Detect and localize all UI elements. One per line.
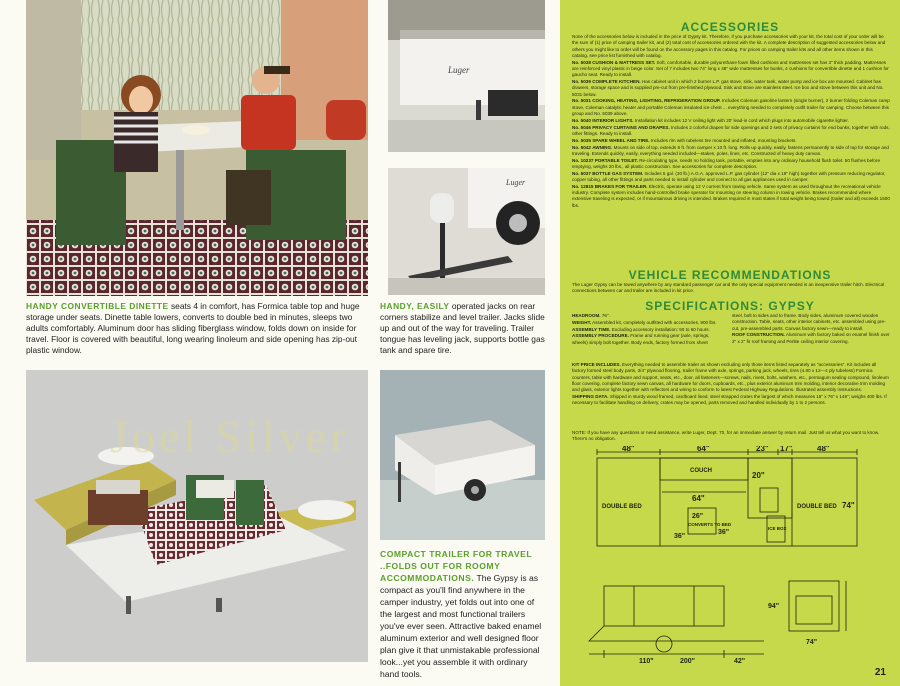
trailer-badge-top: Luger (448, 65, 470, 75)
dinette-illustration (26, 0, 368, 296)
vehicle-title: VEHICLE RECOMMENDATIONS (628, 268, 832, 282)
page-number: 21 (874, 667, 886, 678)
accessory-item: No. 5046 PRIVACY CURTAINS AND DRAPES. Includes 2 colorful drapes for side openings and 2 sets of privacy curtains for end bunks, together with rods, other fittings. Ready to install. (572, 124, 890, 136)
dim-23: 23" (756, 446, 769, 453)
dim-36-left: 36" (674, 533, 686, 540)
accessories-intro: None of the accessories below is included in the price of Gypsy kit. Therefore, if you purchase accessories with your kit, the total cost of your order will be the sum of (1) price of camping trailer kit, and (2) total cost of accessories ordered with the kit. A complete description of suggested accessories below and others you might like to order will be found on the accessory pages in this catalog. For prices on camping trailer kits and all other items shown in this catalog, see price list furnished with catalog. (572, 34, 886, 58)
vehicle-text: The Luger Gypsy can be towed anywhere by any standard passenger car and the only special equipment needed is an inexpensive trailer hitch. Electrical connections between car and trailer are included in kit price. (572, 282, 885, 294)
watermark: Joel Silver (110, 411, 350, 462)
dim-200: 200" (680, 658, 695, 665)
specs-left (572, 313, 724, 346)
converts-label: CONVERTS TO BED (688, 522, 732, 527)
unfolded-trailer-photo (26, 370, 368, 662)
spec-item: ASSEMBLY PROCEDURE. Frame and running gear (axle, springs, wheels) simply bolt together. Body ends, factory formed from sheet (572, 333, 710, 345)
accessories-title: ACCESSORIES (680, 20, 780, 34)
trailer-rear-photo (388, 0, 545, 152)
jacks-caption-body: operated jacks on rear corners stabilize and level trailer. Jacks slide up and out of the way for traveling. Trailer tongue has leveling jack, supports bottle gas tank and spare tire. (380, 301, 545, 355)
specs-full (572, 362, 890, 407)
closed-trailer-illustration (380, 370, 545, 540)
jacks-caption-lead: HANDY, EASILY (380, 301, 450, 311)
trailer-badge-mid: Luger (506, 178, 526, 187)
accessory-item: No. 10237 PORTABLE TOILET. Re-circulating type, needs no holding tank, portable, empties into any ordinary household flush toilet. 50 flushes before emptying, weighs 20 lbs., all plastic construction. See accessories for complete description. (572, 157, 881, 169)
dim-26: 26" (692, 513, 704, 520)
dim-74: 74" (842, 501, 855, 510)
spec-item: HEADROOM. 76". (572, 313, 610, 318)
specs-title: SPECIFICATIONS: GYPSY (645, 299, 815, 313)
jack-photo (388, 168, 545, 295)
dim-48-right: 48" (817, 446, 830, 453)
accessory-item: No. 5042 AWNING. Mounts on side of top, extends 8 ft. from camper x 10 ft. long. Rolls up quickly, easily, fastens permanently to side of top for storage and traveling. Extends quickly, easily, everything needed included—stakes, poles, lines, etc. Constructed of heavy duty canvas. (572, 144, 889, 156)
dim-94: 94" (768, 603, 780, 610)
spec-item: ROOF CONSTRUCTION. Aluminum with factory baked on enamel finish over 2" x 2" fir roof framing and Perlite ceiling interior covering. (732, 332, 890, 344)
accessory-item: No. 12815 BRAKES FOR TRAILER. Electric, operate using 12 V current from towing vehicle. Same system as used throughout the recreational vehicle industry. Complete system includes hand-controlled brake operator for mounting on steering column in towing vehicle. Brakes recommended where extensive traveling is expected, or if mountainous driving is intended. Brakes required in most states if total weight being towed (trailer and all) exceeds 1500 lbs. (572, 183, 890, 208)
dim-20: 20" (752, 471, 765, 480)
note: NOTE: If you have any questions or need assistance, write Luger, Dept. 70, for an immediate answer by return mail. Just tell us what you want to know. There's no obligation. (572, 430, 880, 442)
dinette-photo (26, 0, 368, 296)
accessory-item: No. 5035 SPARE WHEEL AND TIRE. Includes rim with tubeless tire mounted and inflated, mounting brackets. (572, 137, 797, 143)
accessory-item: No. 5031 COOKING, HEATING, LIGHTING, REFRIGERATION GROUP. Includes Coleman gasoline lantern (single burner), 2 burner folding Coleman camp stove, Coleman catalytic heater and portable Coleman insulated ice chest ... everything needed to completely outfit trailer for camping. Choose between this group and No. 5039 above. (572, 98, 890, 117)
closed-trailer-photo (380, 370, 545, 540)
dinette-caption-lead: HANDY CONVERTIBLE DINETTE (26, 301, 169, 311)
accessories-body (572, 34, 890, 210)
double-bed-left-label: DOUBLE BED (602, 504, 642, 510)
dim-42: 42" (734, 658, 746, 665)
dim-17: 17" (780, 446, 793, 453)
dim-36-right: 36" (718, 529, 730, 536)
spec-item: WEIGHT. Assembled kit, completely outfitted with accessories, 900 lbs. (572, 319, 717, 325)
dim-48-left: 48" (622, 446, 635, 453)
compact-caption-body: The Gypsy is as compact as you'll find anywhere in the camper industry, yet folds out into one of the largest and most functional trailers you've ever seen. Attractive baked enamel aluminum exterior and well designed floor plan give it that unmistakable professional look...yet you assemble it with ordinary hand tools. (380, 573, 542, 679)
dinette-caption-body: seats 4 in comfort, has Formica table top and huge storage under seats. Dinette table lowers, converts to double bed in minutes, sleeps two adults comfortably. Aluminum door has sliding fiberglass window, folds down on inside for travel. Floor is covered with beautiful, long wearing linoleum and side opening has zip-out plastic window. (26, 301, 360, 355)
accessory-item: No. 5039 COMPLETE KITCHEN. Has cabinet unit in which 2 burner L.P. gas stove, sink, water tank, water pump and ice box are mounted. Cabinet has drawers, storage space and is supplied pre-cut from pre-finished plywood. Sink and stove are stainless steel. Ice box and stove between this unit and No. 5031 below. (572, 79, 884, 97)
jacks-caption (380, 301, 548, 356)
double-bed-right-label: DOUBLE BED (797, 504, 837, 510)
dinette-caption (26, 301, 368, 356)
couch-label: COUCH (690, 468, 712, 474)
trailer-rear-illustration (388, 0, 545, 152)
elevation-diagram (584, 566, 854, 666)
jack-illustration (388, 168, 545, 295)
dim-64-top: 64" (697, 446, 710, 453)
spec-item: ASSEMBLY TIME. Excluding accessory installation: 50 to 60 hours. (572, 326, 710, 332)
spec-panel (560, 0, 900, 686)
accessory-item: No. 5037 BOTTLE GAS SYSTEM. Includes 5 gal. (20 lb.) A.G.A. approved L.P. gas cylinder (12" dia x 18" high) together with pressure reducing regulator, copper tubing, all other fittings and parts needed to install cylinder and connect to all gas appliances used in camper. (572, 170, 886, 183)
spec-item: steel, bolt to sides and to frame. Body sides, aluminum covered wooden construction. Table, seats, other interior cabinets, etc. assembled using pre-cut, pre-assembled parts. Canvas factory sewn—ready to install. (732, 313, 886, 331)
floor-plan-diagram (592, 446, 862, 566)
dim-64-mid: 64" (692, 494, 705, 503)
compact-caption-lead: COMPACT TRAILER FOR TRAVEL ..FOLDS OUT FOR ROOMY ACCOMMODATIONS. (380, 549, 532, 583)
icebox-label: ICE BOX (768, 526, 787, 531)
accessory-item: No. 5038 CUSHION & MATTRESS SET. Soft, comfortable, durable polyurethane foam filled cushions and mattresses set has 3" thick padding. Mattresses are reinforced vinyl plastic in beige color. Set of 7 includes two 74" long x 48" wide mattresses for bunks, 4 cushions for convertible dinette and 1 cushion for gaucho seat. Ready to install. (572, 59, 889, 78)
compact-caption (380, 548, 548, 680)
spec-item: SHIPPING DATA. Shipped in sturdy wood framed, cardboard lined, steel strapped crates the largest of which measures 15" x 76" x 148"; weighs 400 lbs. If necessary to facilitate handling on delivery, crates may be opened, parts removed and handled individually by 1 to 2 persons. (572, 393, 887, 406)
unfolded-trailer-illustration (26, 370, 368, 662)
specs-right (732, 313, 890, 345)
spec-item: KIT PRICE INCLUDES. Everything needed to assemble trailer as shown excluding only those items listed separately as "accessories". Kit includes all factory formed steel body parts, 3/4" plywood flooring, trailer frame with axle, springs, parking jack, wheels, tires (4.80 x 12—4 ply tubeless) Formica counters, table with hardware and support, seats, etc., door, all fasteners—screws, nails, rivets, bolts, washers, etc., permagum sealing compound, linoleum floor covering, complete factory sewn canvas, all hardware for doors, cupboards, etc., plus exterior aluminum trim molding, interior decorative trim molding and glass, exterior lights together with reflectors and wiring to conform to latest Federal Highway Regulations. Illustrated assembly instructions. (572, 362, 889, 393)
dim-74-end: 74" (806, 639, 818, 646)
dim-110: 110" (639, 658, 654, 665)
accessory-item: No. 5040 INTERIOR LIGHTS. Installation kit includes 12 V ceiling light with 20' lead-in cord which plugs into automobile cigarette lighter. (572, 117, 849, 123)
